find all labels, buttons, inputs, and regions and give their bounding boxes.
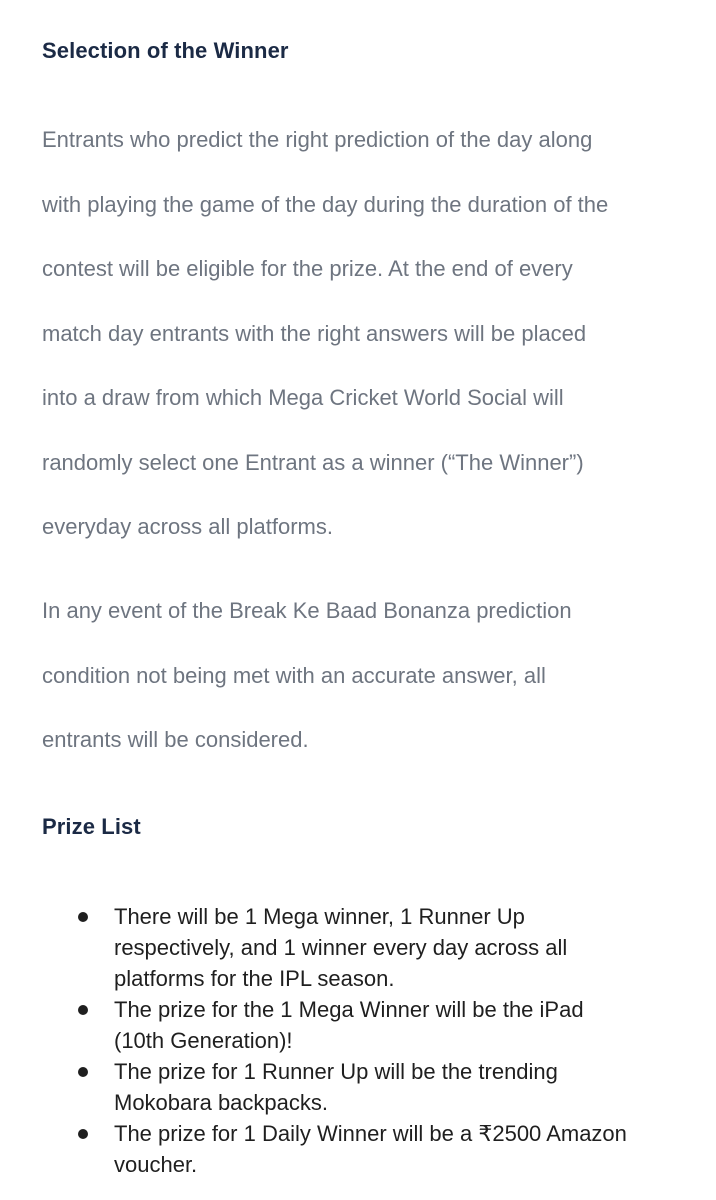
prize-item-line: (10th Generation)! bbox=[114, 1028, 293, 1053]
prize-item-line: voucher. bbox=[114, 1152, 198, 1177]
paragraph-line: match day entrants with the right answers will be placed bbox=[42, 320, 587, 346]
selection-heading: Selection of the Winner bbox=[42, 38, 289, 63]
prize-item-line: platforms for the IPL season. bbox=[114, 966, 395, 991]
prize-item-line: respectively, and 1 winner every day across all bbox=[114, 935, 568, 960]
paragraph-line: into a draw from which Mega Cricket World Social will bbox=[42, 385, 564, 410]
prize-list-item bbox=[0, 994, 694, 1056]
prize-item-line: There will be 1 Mega winner, 1 Runner Up bbox=[114, 904, 525, 929]
bullet-dot-icon bbox=[78, 912, 88, 922]
prize-list bbox=[0, 901, 716, 1180]
prize-list-item bbox=[0, 1056, 694, 1118]
bullet-dot-icon bbox=[78, 1067, 88, 1077]
paragraph-line: contest will be eligible for the prize. At the end of every bbox=[42, 256, 573, 281]
prize-item-line: The prize for the 1 Mega Winner will be the iPad bbox=[114, 997, 584, 1022]
prize-list-heading: Prize List bbox=[42, 814, 141, 839]
paragraph-line: randomly select one Entrant as a winner (“The Winner”) bbox=[42, 449, 584, 475]
prize-list-item bbox=[0, 1118, 694, 1180]
paragraph-line: condition not being met with an accurate answer, all bbox=[42, 662, 546, 688]
selection-paragraph bbox=[42, 125, 692, 577]
prize-item-line: The prize for 1 Daily Winner will be a ₹2500 Amazon bbox=[114, 1121, 627, 1146]
paragraph-line: Entrants who predict the right prediction of the day along bbox=[42, 127, 593, 152]
paragraph-line: with playing the game of the day during the duration of the bbox=[42, 191, 609, 217]
prize-list-item bbox=[0, 901, 694, 994]
paragraph-line: In any event of the Break Ke Baad Bonanza prediction bbox=[42, 598, 572, 623]
bullet-dot-icon bbox=[78, 1129, 88, 1139]
prize-item-line: Mokobara backpacks. bbox=[114, 1090, 328, 1115]
prize-item-line: The prize for 1 Runner Up will be the trending bbox=[114, 1059, 558, 1084]
paragraph-line: everyday across all platforms. bbox=[42, 514, 333, 539]
paragraph-line: entrants will be considered. bbox=[42, 727, 309, 752]
bonanza-condition-paragraph bbox=[42, 596, 692, 790]
bullet-dot-icon bbox=[78, 1005, 88, 1015]
